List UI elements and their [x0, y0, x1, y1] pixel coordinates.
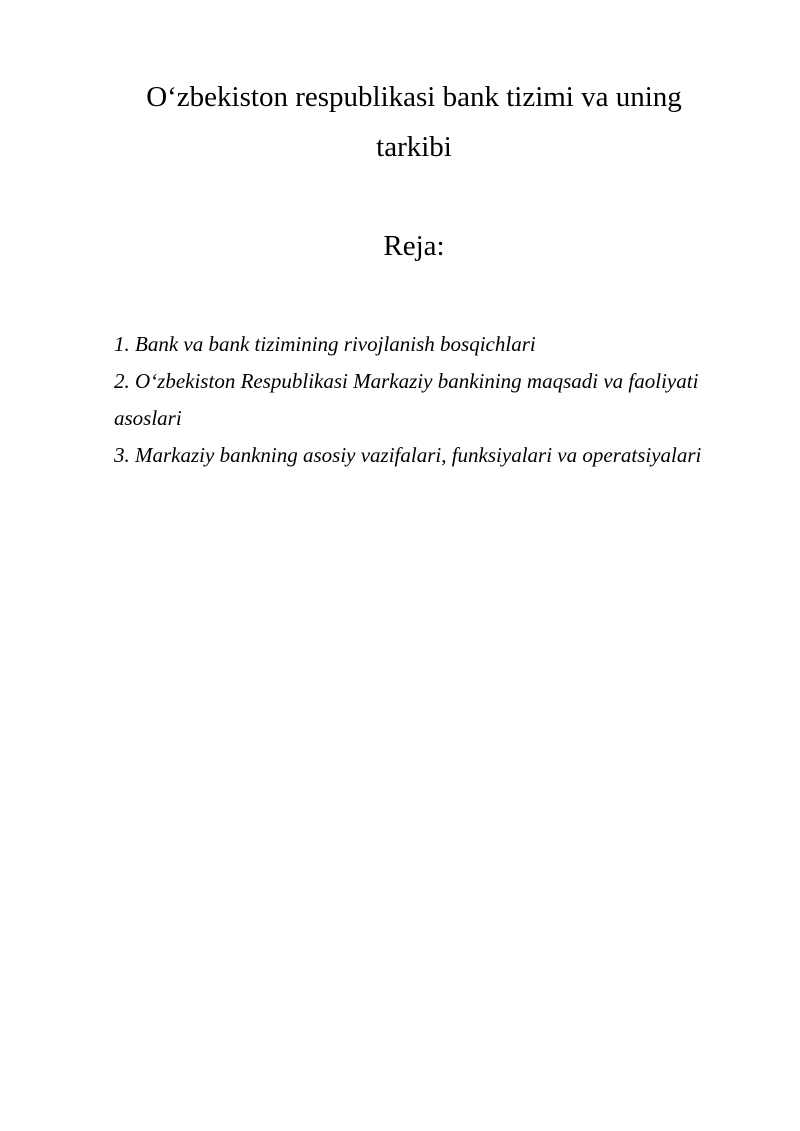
plan-item-1: 1. Bank va bank tizimining rivojlanish bosqichlari: [114, 332, 536, 356]
plan-heading: Reja:: [383, 230, 445, 262]
plan-list: [114, 326, 724, 474]
plan-item-2: 2. O‘zbekiston Respublikasi Markaziy bankining maqsadi va faoliyati asoslari: [114, 369, 699, 430]
plan-item-3: 3. Markaziy bankning asosiy vazifalari, funksiyalari va operatsiyalari: [114, 443, 702, 467]
document-title: O‘zbekiston respublikasi bank tizimi va uning tarkibi: [146, 81, 682, 163]
